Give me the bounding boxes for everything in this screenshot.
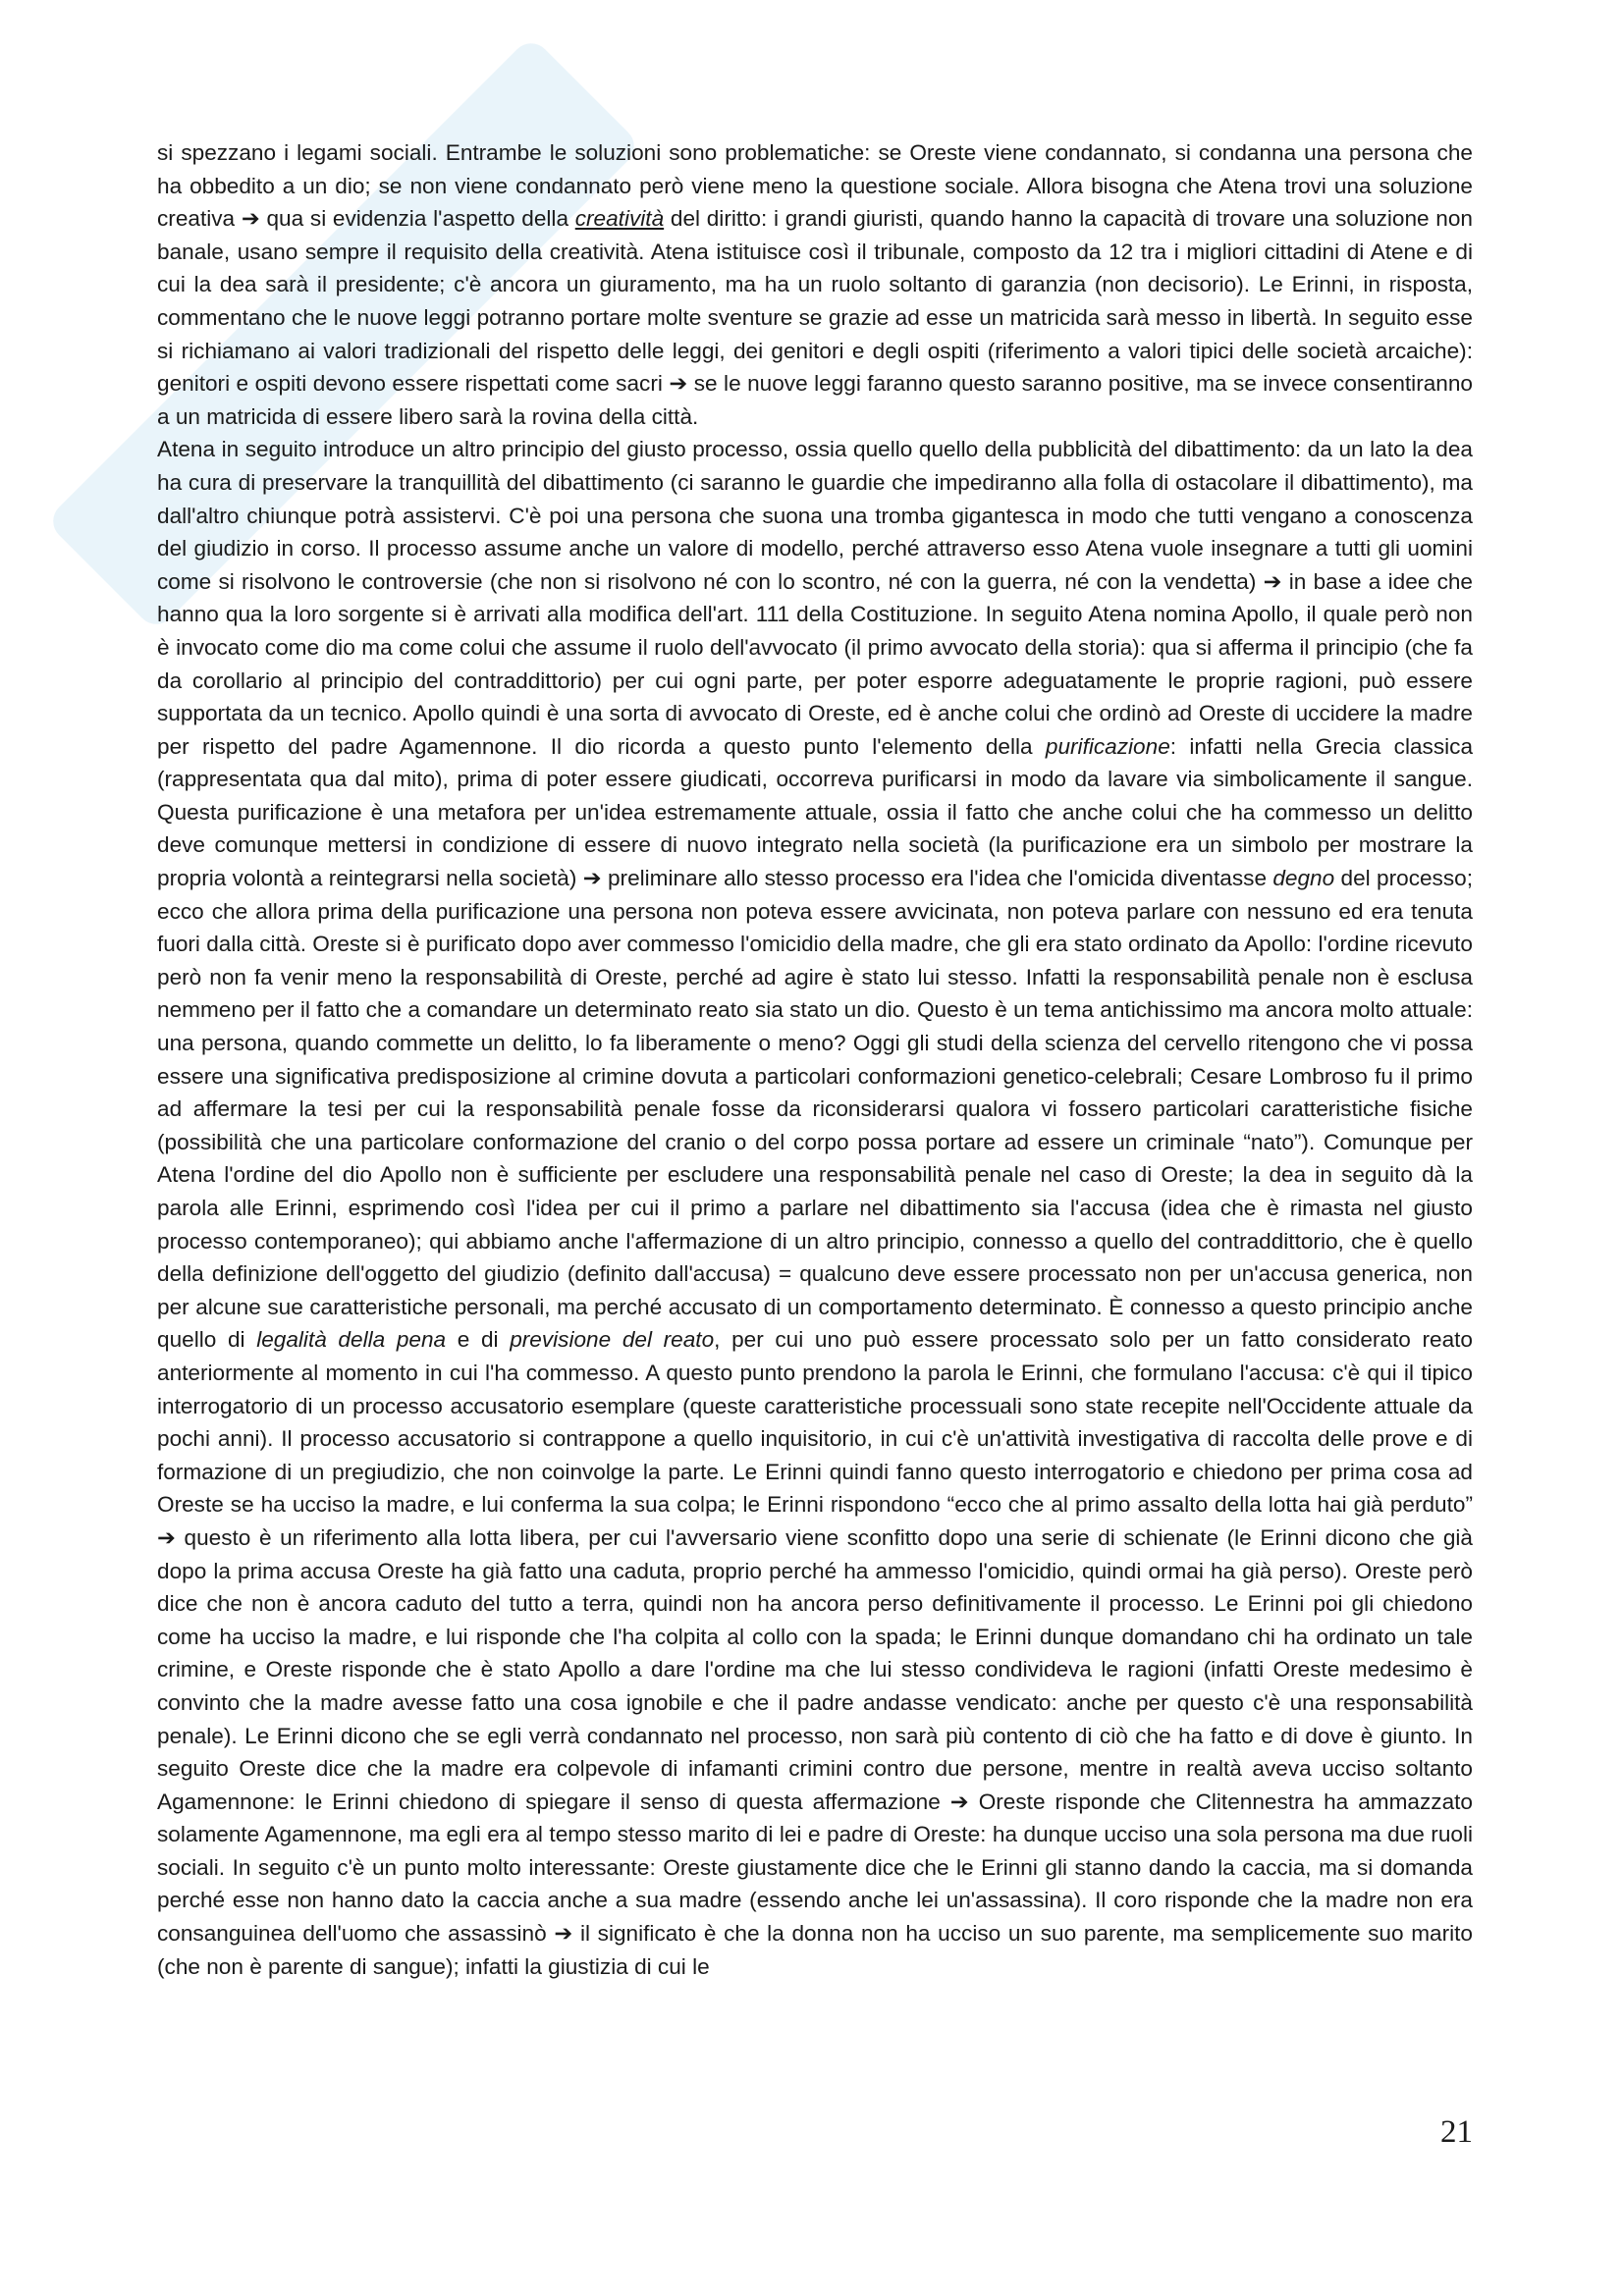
text-run: , per cui uno può essere processato solo per un fatto considerato reato anteriormente al momento in cui l'ha commesso. A questo punto prendono la parola le Erinni, che formulano l'accusa: c'è qui il tipico interrogatorio di un processo accusatorio esemplare (queste caratteristiche processuali sono state recepite nell'Occidente attuale da pochi anni). Il processo accusatorio si contrappone a quello inquisitorio, in cui c'è un'attività investigativa di raccolta delle prove e di formazione di un pregiudizio, che non coinvolge la parte. Le Erinni quindi fanno questo interrogatorio e chiedono per prima cosa ad Oreste se ha ucciso la madre, e lui conferma la sua colpa; le Erinni rispondono “ecco che al primo assalto della lotta hai già perduto” ➔ questo è un riferimento alla lotta libera, per cui l'avversario viene sconfitto dopo una serie di schienate (le Erinni dicono che già dopo la prima accusa Oreste ha già fatto una caduta, proprio perché ha ammesso l'omicidio, quindi ormai ha già perso). Oreste però dice che non è ancora caduto del tutto a terra, quindi non ha ancora perso definitivamente il processo. Le Erinni poi gli chiedono come ha ucciso la madre, e lui risponde che l'ha colpita al collo con la spada; le Erinni dunque domandano chi ha ordinato un tale crimine, e Oreste risponde che è stato Apollo a dare l'ordine ma che lui stesso condivideva le ragioni (infatti Oreste medesimo è convinto che la madre avesse fatto una cosa ignobile e che il padre andasse vendicato: anche per questo c'è una responsabilità penale). Le Erinni dicono che se egli verrà condannato nel processo, non sarà più contento di ciò che ha fatto e di dove è giunto. In seguito Oreste dice che la madre era colpevole di infamanti crimini contro due persone, mentre in realtà aveva ucciso soltanto Agamennone: le Erinni chiedono di spiegare il senso di questa affermazione ➔ Oreste risponde che Clitennestra ha ammazzato solamente Agamennone, ma egli era al tempo stesso marito di lei e padre di Oreste: ha dunque ucciso una sola persona ma due ruoli sociali. In seguito c'è un punto molto interessante: Oreste giustamente dice che le Erinni gli stanno dando la caccia, ma si domanda perché esse non hanno dato la caccia anche a sua madre (essendo anche lei un'assassina). Il coro risponde che la madre non era consanguinea dell'uomo che assassinò ➔ il significato è che la donna non ha ucciso un suo parente, ma semplicemente suo marito (che non è parente di sangue); infatti la giustizia di cui le <box>157 1327 1473 1979</box>
text-run: Atena in seguito introduce un altro principio del giusto processo, ossia quello quello della pubblicità del dibattimento: da un lato la dea ha cura di preservare la tranquillità del dibattimento (ci saranno le guardie che impediranno alla folla di ostacolare il dibattimento), ma dall'altro chiunque potrà assistervi. C'è poi una persona che suona una tromba gigantesca in modo che tutti vengano a conoscenza del giudizio in corso. Il processo assume anche un valore di modello, perché attraverso esso Atena vuole insegnare a tutti gli uomini come si risolvono le controversie (che non si risolvono né con lo scontro, né con la guerra, né con la vendetta) ➔ in base a idee che hanno qua la loro sorgente si è arrivati alla modifica dell'art. 111 della Costituzione. In seguito Atena nomina Apollo, il quale però non è invocato come dio ma come colui che assume il ruolo dell'avvocato (il primo avvocato della storia): qua si afferma il principio (che fa da corollario al principio del contraddittorio) per cui ogni parte, per poter esporre adeguatamente le proprie ragioni, può essere supportata da un tecnico. Apollo quindi è una sorta di avvocato di Oreste, ed è anche colui che ordinò ad Oreste di uccidere la madre per rispetto del padre Agamennone. Il dio ricorda a questo punto l'elemento della <box>157 437 1473 759</box>
paragraph <box>157 433 1473 1983</box>
text-run: del processo; ecco che allora prima della purificazione una persona non poteva essere avvicinata, non poteva parlare con nessuno ed era tenuta fuori dalla città. Oreste si è purificato dopo aver commesso l'omicidio della madre, che gli era stato ordinato da Apollo: l'ordine ricevuto però non fa venir meno la responsabilità di Oreste, perché ad agire è stato lui stesso. Infatti la responsabilità penale non è esclusa nemmeno per il fatto che a comandare un determinato reato sia stato un dio. Questo è un tema antichissimo ma ancora molto attuale: una persona, quando commette un delitto, lo fa liberamente o meno? Oggi gli studi della scienza del cervello ritengono che vi possa essere una significativa predisposizione al crimine dovuta a particolari conformazioni genetico-celebrali; Cesare Lombroso fu il primo ad affermare la tesi per cui la responsabilità penale fosse da riconsiderarsi qualora vi fossero particolari caratteristiche fisiche (possibilità che una particolare conformazione del cranio o del corpo possa portare ad essere un criminale “nato”). Comunque per Atena l'ordine del dio Apollo non è sufficiente per escludere una responsabilità penale nel caso di Oreste; la dea in seguito dà la parola alle Erinni, esprimendo così l'idea per cui il primo a parlare nel dibattimento sia l'accusa (idea che è rimasta nel giusto processo contemporaneo); qui abbiamo anche l'affermazione di un altro principio, connesso a quello del contraddittorio, che è quello della definizione dell'oggetto del giudizio (definito dall'accusa) = qualcuno deve essere processato non per un'accusa generica, non per alcune sue caratteristiche personali, ma perché accusato di un comportamento determinato. È connesso a questo principio anche quello di <box>157 866 1473 1353</box>
page-number: 21 <box>1440 2114 1473 2150</box>
page-body <box>157 136 1473 1983</box>
text-run: e di <box>446 1327 511 1353</box>
text-run: : infatti nella Grecia classica (rappresentata qua dal mito), prima di poter essere giudicati, occorreva purificarsi in modo da lavare via simbolicamente il sangue. Questa purificazione è una metafora per un'idea estremamente attuale, ossia il fatto che anche colui che ha commesso un delitto deve comunque mettersi in condizione di essere di nuovo integrato nella società (la purificazione era un simbolo per mostrare la propria volontà a reintegrarsi nella società) ➔ preliminare allo stesso processo era l'idea che l'omicida diventasse <box>157 733 1474 891</box>
text-run: purificazione <box>1045 733 1170 759</box>
text-run: degno <box>1272 866 1335 891</box>
text-run: legalità della pena <box>256 1327 447 1353</box>
text-run: previsione del reato <box>510 1327 715 1353</box>
text-run: si spezzano i legami sociali. Entrambe le soluzioni sono problematiche: se Oreste viene condannato, si condanna una persona che ha obbedito a un dio; se non viene condannato però viene meno la questione sociale. Allora bisogna che Atena trovi una soluzione creativa ➔ qua si evidenzia l'aspetto della <box>157 140 1473 232</box>
paragraph <box>157 136 1473 433</box>
text-run: del diritto: i grandi giuristi, quando hanno la capacità di trovare una soluzione non banale, usano sempre il requisito della creatività. Atena istituisce così il tribunale, composto da 12 tra i migliori cittadini di Atene e di cui la dea sarà il presidente; c'è ancora un giuramento, ma ha un ruolo soltanto di garanzia (non decisorio). Le Erinni, in risposta, commentano che le nuove leggi potranno portare molte sventure se grazie ad esse un matricida sarà messo in libertà. In seguito esse si richiamano ai valori tradizionali del rispetto delle leggi, dei genitori e degli ospiti (riferimento a valori tipici delle società arcaiche): genitori e ospiti devono essere rispettati come sacri ➔ se le nuove leggi faranno questo saranno positive, ma se invece consentiranno a un matricida di essere libero sarà la rovina della città. <box>157 206 1473 429</box>
text-run: creatività <box>574 206 665 232</box>
